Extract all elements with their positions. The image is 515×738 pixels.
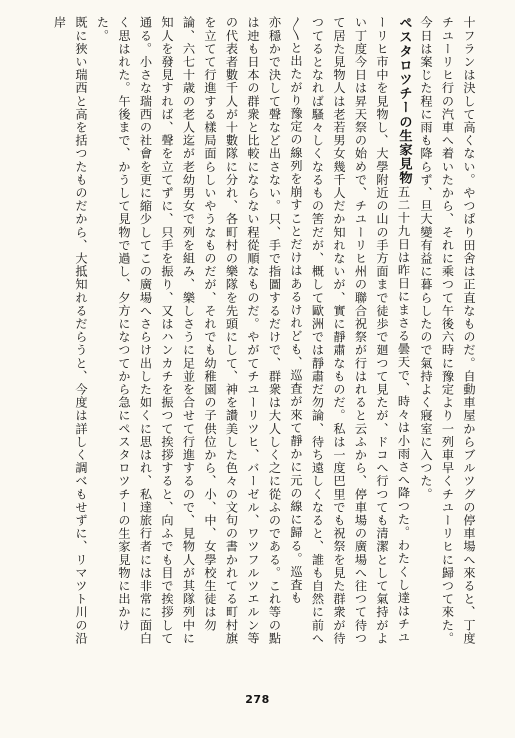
paragraph-4: 既に狹い瑞西と高を括つたものだから、大抵知れるだらうと、今度は詳しく調べもせずに、リマツト川の沿岸 (52, 16, 88, 645)
section-heading: ペスタロツチーの生家見物 (396, 16, 412, 186)
vertical-text-body (29, 16, 479, 646)
paragraph-3: 亦穩かで決して聲など出さない。只、手で指圖するだけで、群衆は大人しく之に從ふのである。これ等の點は迚も日本の群衆と比較にならない程從順なものだ。やがてチユーリツヒ、バーゼル、ワツフルツエルン等の代表者數千人が十數隊に分れ、各町村の樂隊を先頭にして、神を讚美した色々の文句の書かれてる町村旗を立てて行進する樣局面らしいやうなものだが、それでも幼稚園の子供位から、小、中、女學校生徒は勿論、六七十歳の老人迄が老幼男女で列を組み、樂しさうに足並を合せて行進するので、見物人が其隊列中に知人を發見すれば、聲を立てずに、只手を振り、又はハンカチを振つて挨拶すると、向ふでも目で挨拶して通る。小さな瑞西の社會を更に縮少してこの廣場へさらけ出した如くに思はれ、私達旅行者には非常に面白く思はれた。午後まで、かうして見物で過し、夕方になつてから急にペスタロツチーの生家見物に出かけた。 (95, 16, 282, 645)
section-paragraph (285, 16, 415, 646)
paragraph-1: 十フランは決して高くない。やつぱり田舍は正直なものだ。自動車屋からブルツグの停車場へ來ると、丁度チユーリヒ行の汽車へ着いたから、それに乘つて午後六時に豫定より一列車早くチユーリヒに歸つて來た。今日は案じた程に雨も降らず、旦大變有益に暮らしたので氣持よく寢室に入つた。 (419, 16, 476, 645)
paragraph-2: 五二十九日は昨日にまさる曇天で、時々は小雨さへ降つた。わたくし達はチユーリヒ市中を見物し、大學附近の山の手方面まで徒歩で廻つて見たが、ドコへ行つても清潔として氣持がよい丁度今日は昇天祭の始めで、チユーリヒ州の聯合祝祭が行はれると云ふから、停車場の廣場へ往つて待つて居た見物人は老若男女幾千人だか知れないが、實に靜肅なものだ。私は一度巴里でも祝祭を見た群衆が待つてるとなれば騷々しくなるもの筈だが、概して歐洲では靜肅だ勿論、待ち遠しくなると、誰も自然に前へ〳〵と出たがり豫定の線列を崩すことだけはあるけれども、巡査が來て靜かに元の線に歸る。巡査も (289, 16, 411, 645)
page-number: 278 (245, 693, 270, 706)
